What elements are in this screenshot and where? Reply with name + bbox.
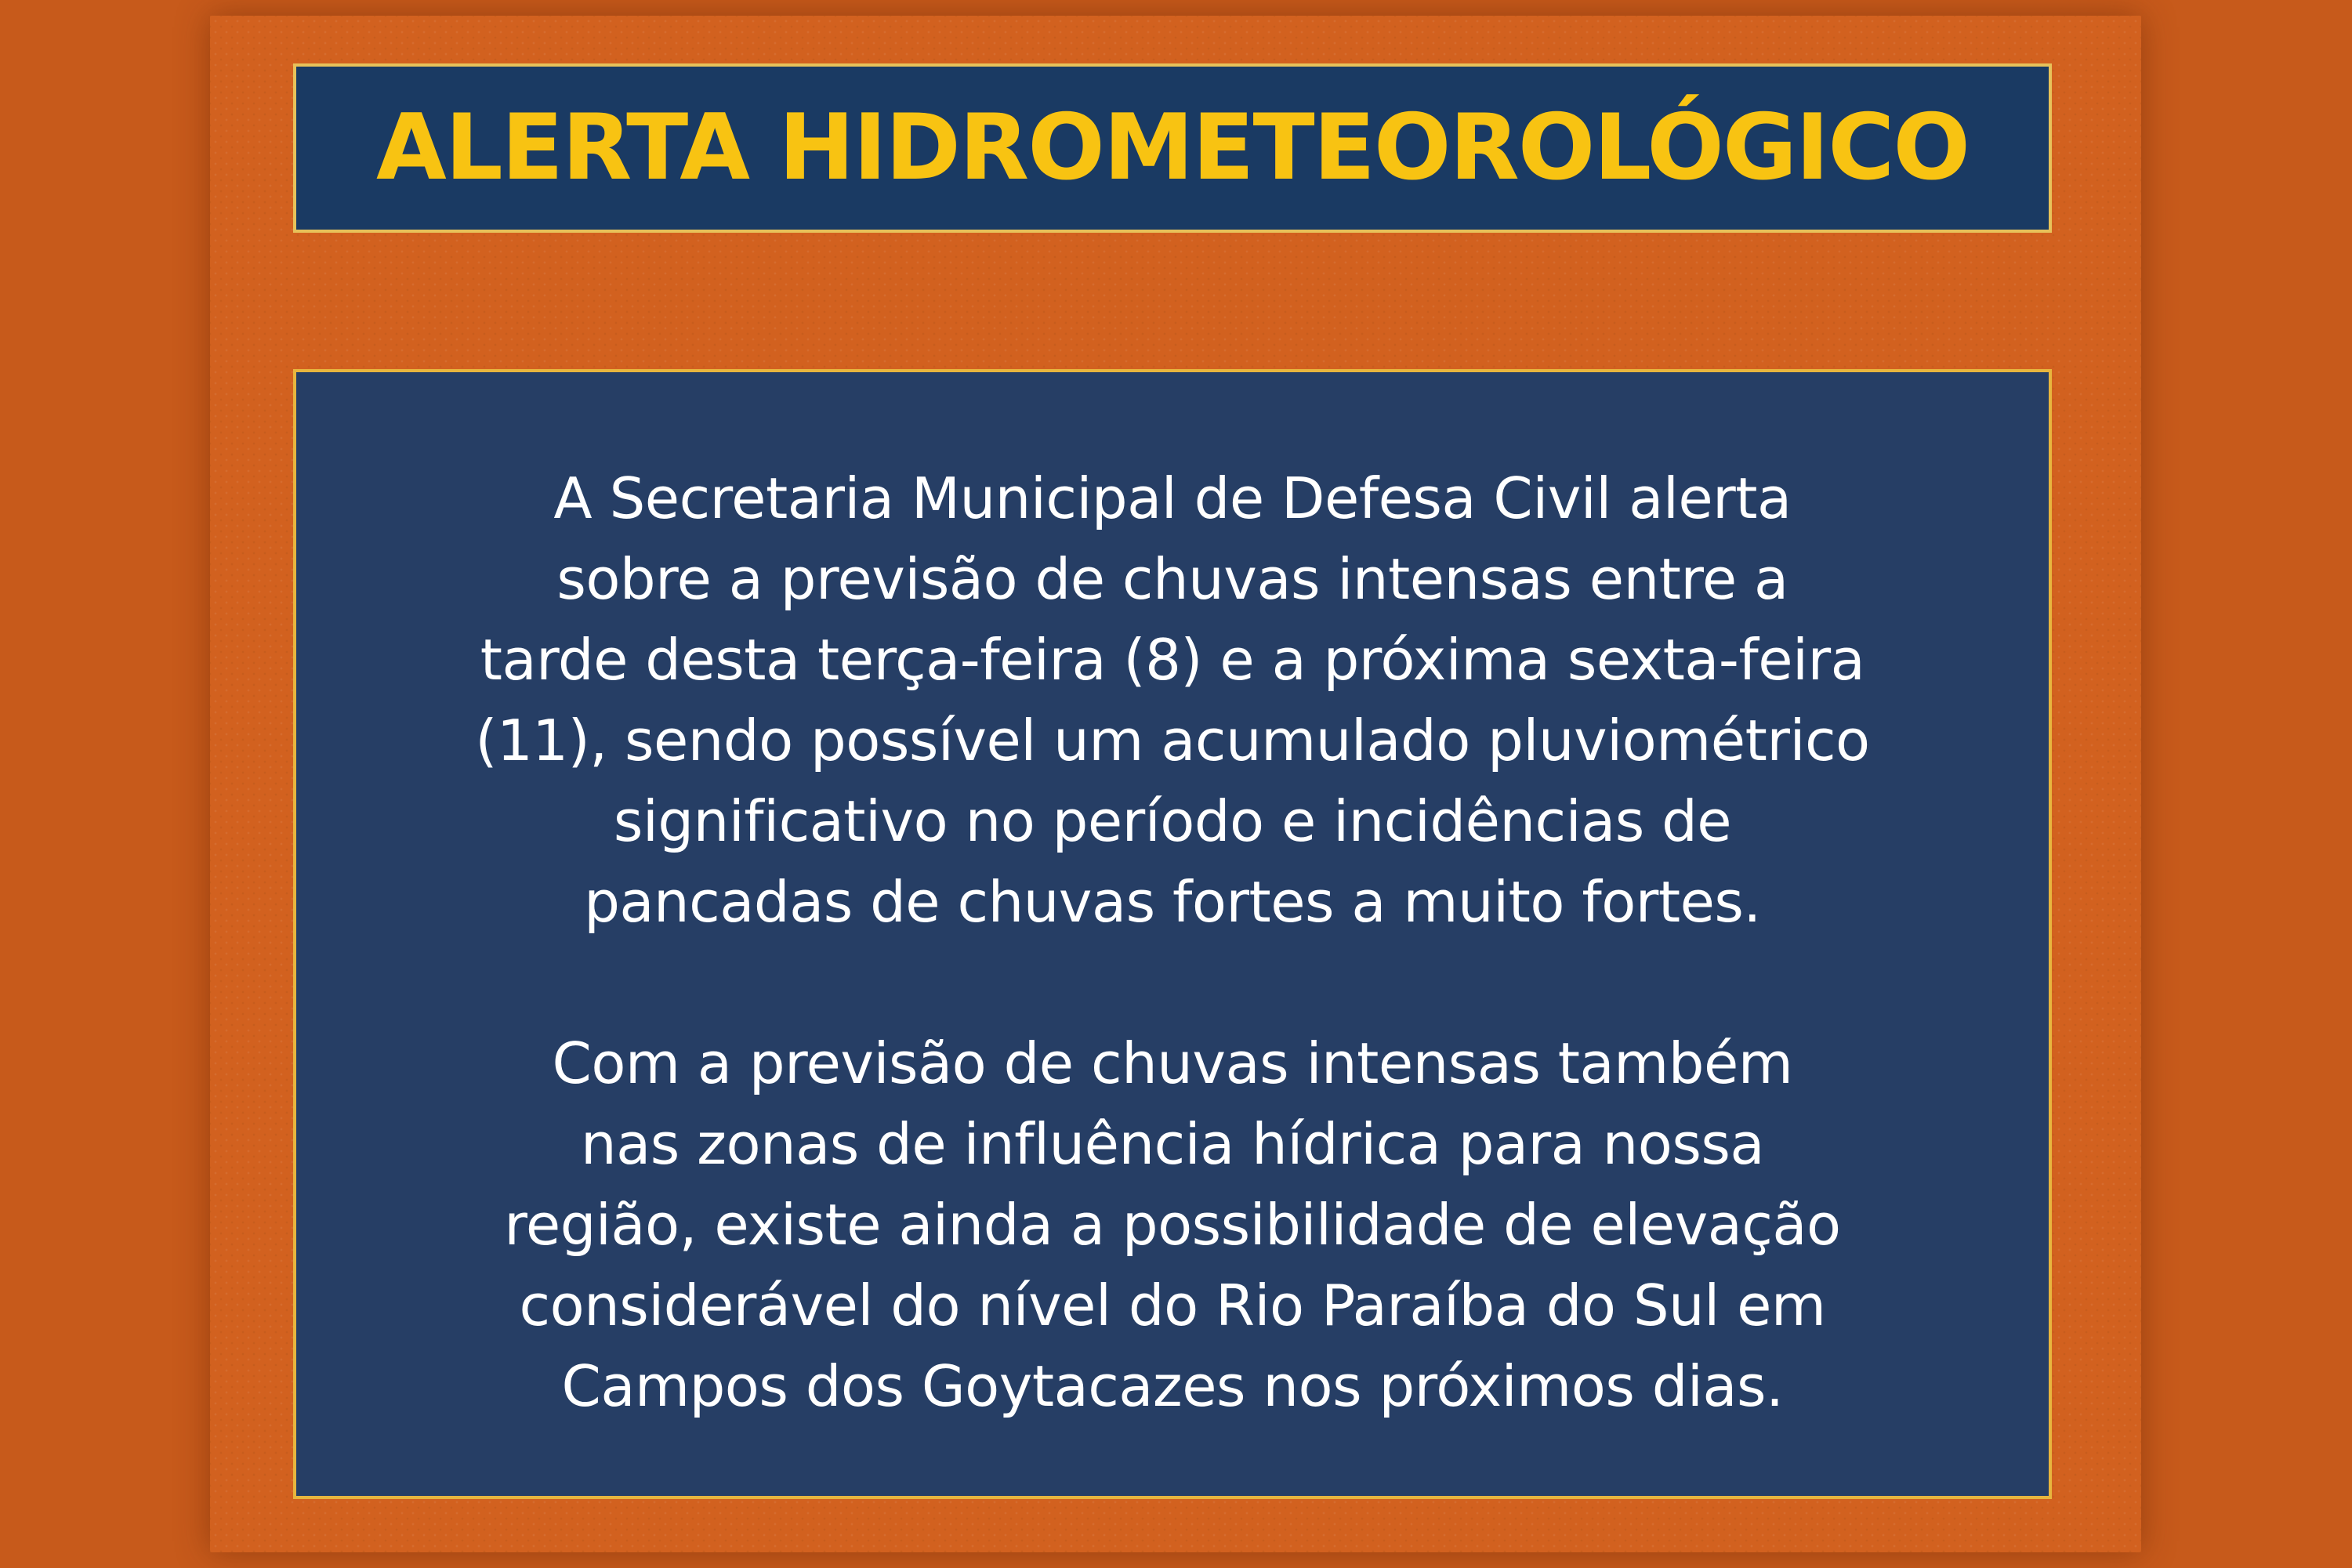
text-line: região, existe ainda a possibilidade de elevação bbox=[504, 1192, 1841, 1258]
text-line: pancadas de chuvas fortes a muito fortes. bbox=[584, 869, 1761, 935]
title-banner bbox=[293, 63, 2052, 233]
text-line: A Secretaria Municipal de Defesa Civil alerta bbox=[553, 465, 1792, 531]
text-line: Com a previsão de chuvas intensas também bbox=[552, 1030, 1793, 1096]
text-line: Campos dos Goytacazes nos próximos dias. bbox=[561, 1353, 1784, 1419]
text-line: significativo no período e incidências de bbox=[613, 788, 1732, 854]
alert-body bbox=[293, 369, 2052, 1499]
alert-title: ALERTA HIDROMETEOROLÓGICO bbox=[376, 95, 1969, 201]
text-line: tarde desta terça-feira (8) e a próxima sexta-feira bbox=[480, 627, 1865, 693]
paragraph-river-warning bbox=[343, 1023, 2002, 1427]
text-line: considerável do nível do Rio Paraíba do Sul em bbox=[519, 1273, 1826, 1338]
text-line: sobre a previsão de chuvas intensas entre a bbox=[556, 546, 1788, 612]
paragraph-intro bbox=[343, 458, 2002, 943]
text-line: (11), sendo possível um acumulado pluviométrico bbox=[475, 708, 1870, 773]
text-line: nas zonas de influência hídrica para nossa bbox=[581, 1111, 1764, 1177]
